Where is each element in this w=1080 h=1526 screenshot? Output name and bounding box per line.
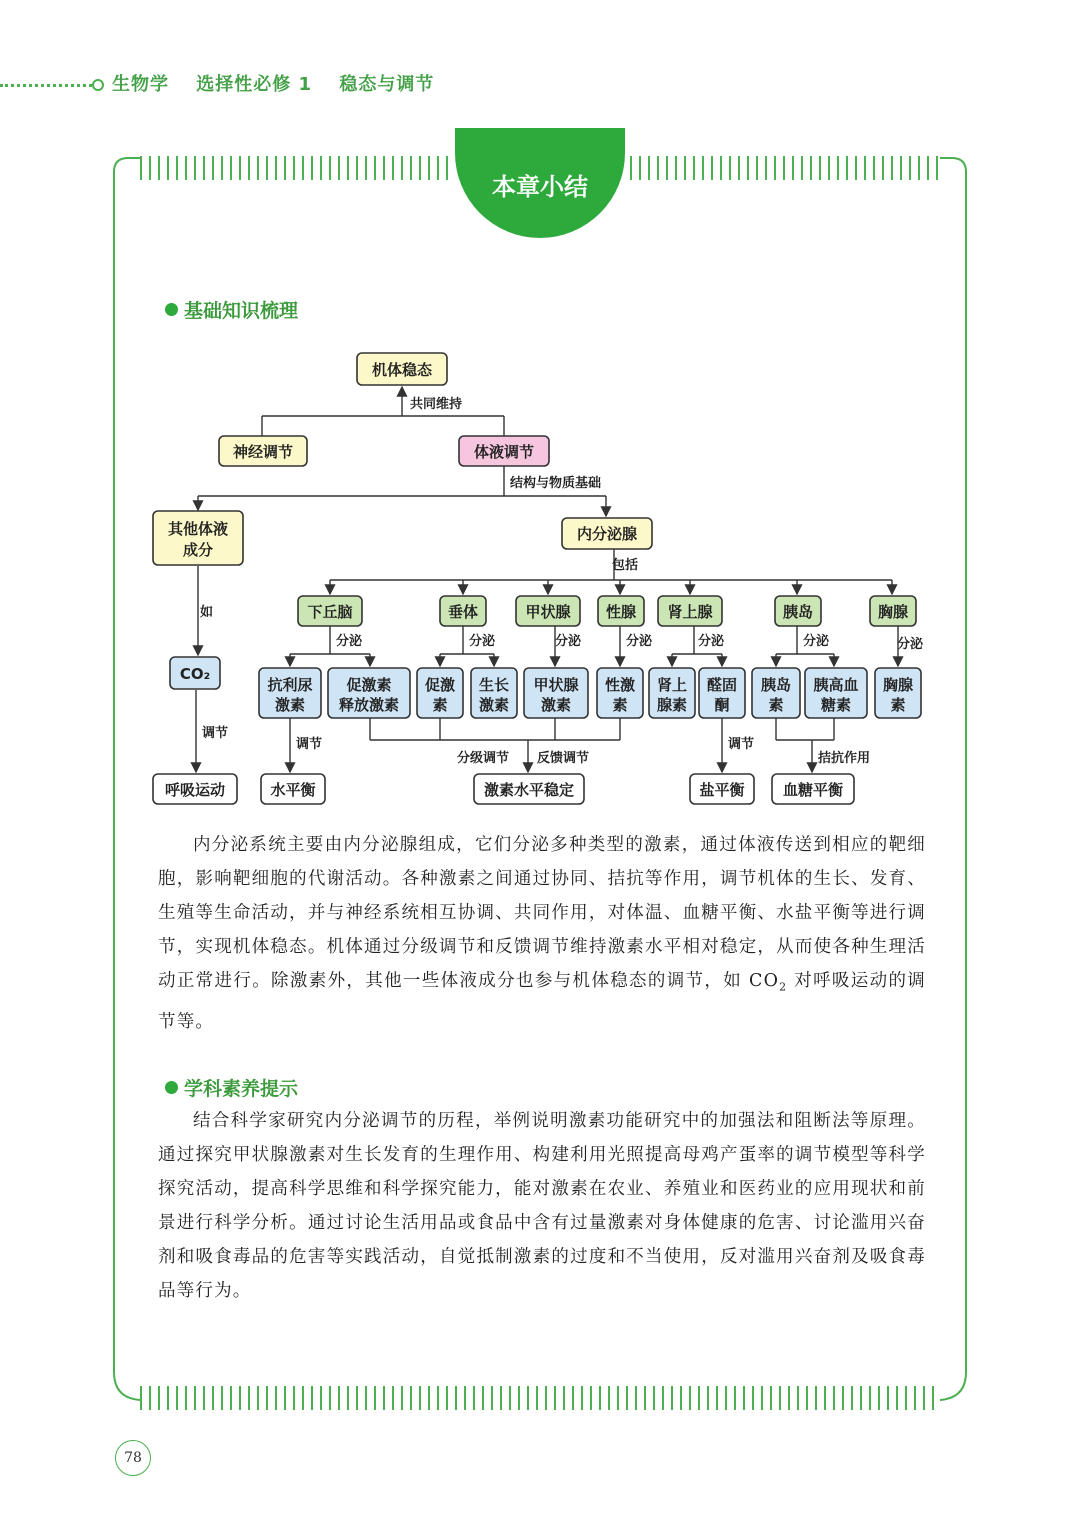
node-tropic-hormone [417, 668, 463, 718]
svg-text:醛固: 醛固 [706, 676, 738, 694]
svg-text:胰高血: 胰高血 [813, 676, 859, 694]
svg-text:胸腺: 胸腺 [877, 603, 909, 621]
label-secrete-thyroid: 分泌 [555, 634, 582, 649]
svg-text:甲状腺: 甲状腺 [525, 603, 571, 621]
header-subject: 生物学 [112, 74, 169, 95]
label-antagonism: 拮抗作用 [818, 751, 871, 766]
node-antidiuretic-hormone [259, 668, 321, 718]
svg-text:腺素: 腺素 [656, 696, 688, 714]
svg-text:酮: 酮 [714, 696, 730, 714]
svg-text:激素: 激素 [540, 696, 572, 714]
svg-text:CO₂: CO₂ [179, 665, 211, 683]
node-humoral-regulation [459, 436, 549, 466]
svg-text:胸腺: 胸腺 [882, 676, 914, 694]
node-water-balance [261, 774, 325, 804]
node-homeostasis [357, 353, 447, 385]
svg-text:血糖平衡: 血糖平衡 [782, 781, 844, 799]
svg-text:体液调节: 体液调节 [473, 443, 535, 461]
label-such-as: 如 [200, 605, 214, 620]
label-regulate-water: 调节 [296, 737, 323, 752]
node-thyroid-hormone [524, 668, 588, 718]
svg-text:胰岛: 胰岛 [760, 676, 792, 694]
node-respiration [153, 774, 237, 804]
page-number: 78 [115, 1440, 151, 1476]
svg-text:促激素: 促激素 [346, 676, 392, 694]
label-graded: 分级调节 [457, 751, 510, 766]
node-thymosin [875, 668, 921, 718]
node-neural-regulation [219, 436, 307, 466]
label-maintain: 共同维持 [410, 397, 463, 412]
node-pancreatic-islets [775, 596, 821, 626]
svg-text:素: 素 [768, 696, 784, 714]
label-secrete-pancreas: 分泌 [803, 634, 830, 649]
svg-text:促激: 促激 [424, 676, 456, 694]
node-other-fluid-components [153, 511, 243, 565]
summary-paragraph: 内分泌系统主要由内分泌腺组成，它们分泌多种类型的激素，通过体液传送到相应的靶细胞，影响靶细胞的代谢活动。各种激素之间通过协同、拮抗等作用，调节机体的生长、发育、生殖等生命活动，并与神经系统相互协调、共同作用，对体温、血糖平衡、水盐平衡等进行调节，实现机体稳态。机体通过分级调节和反馈调节维持激素水平相对稳定，从而使各种生理活动正常进行。除激素外，其他一些体液成分也参与机体稳态的调节，如 $CO_2$ 对呼吸运动的调节等。 [158, 835, 926, 1032]
node-epinephrine [649, 668, 695, 718]
chapter-summary-badge: 本章小结 [455, 128, 625, 238]
svg-text:激素: 激素 [478, 696, 510, 714]
label-include: 包括 [612, 558, 639, 573]
node-gonad [598, 596, 644, 626]
bullet-dot-icon [165, 1081, 178, 1094]
node-salt-balance [690, 774, 754, 804]
node-thyroid [516, 596, 580, 626]
svg-text:水平衡: 水平衡 [270, 781, 316, 799]
node-pituitary [440, 596, 486, 626]
node-hypothalamus [298, 596, 362, 626]
svg-text:素: 素 [432, 696, 448, 714]
svg-text:性腺: 性腺 [605, 603, 637, 621]
node-adrenal [658, 596, 722, 626]
node-endocrine-glands [562, 518, 652, 549]
svg-text:其他体液: 其他体液 [167, 520, 229, 538]
svg-text:抗利尿: 抗利尿 [267, 676, 313, 694]
svg-text:神经调节: 神经调节 [232, 443, 294, 461]
svg-text:激素: 激素 [274, 696, 306, 714]
label-basis: 结构与物质基础 [510, 476, 602, 491]
svg-text:肾上腺: 肾上腺 [667, 603, 713, 621]
header-unit: 稳态与调节 [339, 74, 435, 95]
label-feedback: 反馈调节 [537, 751, 590, 766]
node-thymus [870, 596, 916, 626]
svg-text:垂体: 垂体 [447, 603, 479, 621]
label-secrete-pituitary: 分泌 [469, 634, 496, 649]
label-secrete-adrenal: 分泌 [698, 634, 725, 649]
label-regulate-co2: 调节 [202, 726, 229, 741]
node-aldosterone [699, 668, 745, 718]
svg-text:内分泌腺: 内分泌腺 [576, 525, 638, 543]
svg-text:肾上: 肾上 [656, 676, 688, 694]
literacy-paragraph: 结合科学家研究内分泌调节的历程，举例说明激素功能研究中的加强法和阻断法等原理。通过探究甲状腺激素对生长发育的生理作用、构建利用光照提高母鸡产蛋率的调节模型等科学探究活动，提高科学思维和科学探究能力，能对激素在农业、养殖业和医药业的应用现状和前景进行科学分析。通过讨论生活用品或食品中含有过量激素对身体健康的危害、讨论滥用兴奋剂和吸食毒品的危害等实践活动，自觉抵制激素的过度和不当使用，反对滥用兴奋剂及吸食毒品等行为。 [158, 1111, 926, 1301]
label-secrete-hypothalamus: 分泌 [336, 634, 363, 649]
node-glucose-balance [772, 774, 854, 804]
svg-text:激素水平稳定: 激素水平稳定 [483, 781, 575, 799]
svg-text:素: 素 [612, 696, 628, 714]
node-hormone-level-stable [474, 774, 584, 804]
svg-text:机体稳态: 机体稳态 [371, 361, 433, 379]
label-secrete-gonad: 分泌 [626, 634, 653, 649]
svg-text:成分: 成分 [182, 541, 214, 559]
section-basics-label: 基础知识梳理 [184, 300, 299, 322]
header-course: 选择性必修 1 [196, 74, 313, 95]
svg-text:糖素: 糖素 [820, 696, 852, 714]
node-growth-hormone [471, 668, 517, 718]
svg-text:性激: 性激 [604, 676, 636, 694]
node-releasing-hormone [328, 668, 410, 718]
svg-text:盐平衡: 盐平衡 [699, 781, 745, 799]
svg-text:呼吸运动: 呼吸运动 [164, 781, 226, 799]
svg-text:甲状腺: 甲状腺 [533, 676, 579, 694]
node-sex-hormone [597, 668, 643, 718]
node-co2 [170, 657, 220, 689]
section-literacy-label: 学科素养提示 [184, 1078, 299, 1100]
section-literacy-title [165, 1074, 298, 1101]
svg-text:胰岛: 胰岛 [782, 603, 814, 621]
svg-text:素: 素 [890, 696, 906, 714]
svg-text:下丘脑: 下丘脑 [307, 603, 353, 621]
label-regulate-salt: 调节 [728, 737, 755, 752]
node-glucagon [805, 668, 867, 718]
node-insulin [752, 668, 800, 718]
label-secrete-thymus: 分泌 [897, 637, 924, 652]
svg-text:生长: 生长 [478, 676, 510, 694]
svg-text:释放激素: 释放激素 [338, 696, 400, 714]
